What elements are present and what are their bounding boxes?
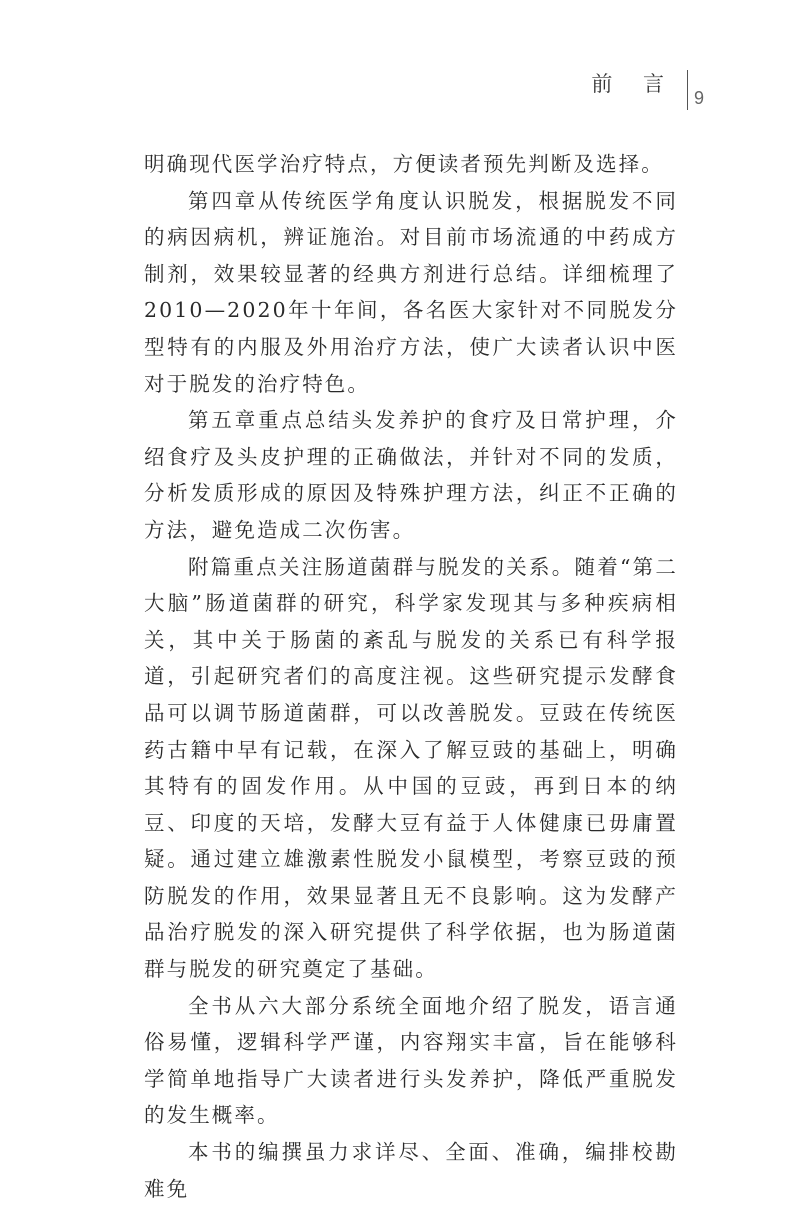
section-title: 前 言 xyxy=(591,72,676,96)
paragraph-continued: 明确现代医学治疗特点，方便读者预先判断及选择。 xyxy=(144,152,664,176)
paragraph-chapter-four: 第四章从传统医学角度认识脱发，根据脱发不同的病因病机，辨证施治。对目前市场流通的中药成方制剂，效果较显著的经典方剂进行总结。详细梳理了2010—2020年十年间，各名医大家针对不同脱发分型特有的内服及外用治疗方法，使广大读者认识中医对于脱发的治疗特色。 xyxy=(144,188,678,396)
paragraph-editorial-note: 本书的编撰虽力求详尽、全面、准确，编排校勘难免 xyxy=(144,1140,678,1201)
body-text xyxy=(144,146,678,1207)
page-number: 9 xyxy=(694,88,705,108)
paragraph-chapter-five: 第五章重点总结头发养护的食疗及日常护理，介绍食疗及头皮护理的正确做法，并针对不同的发质，分析发质形成的原因及特殊护理方法，纠正不正确的方法，避免造成二次伤害。 xyxy=(144,408,678,542)
paragraph-summary: 全书从六大部分系统全面地介绍了脱发，语言通俗易懂，逻辑科学严谨，内容翔实丰富，旨在能够科学简单地指导广大读者进行头发养护，降低严重脱发的发生概率。 xyxy=(144,993,678,1128)
header-divider xyxy=(687,70,688,110)
paragraph-appendix: 附篇重点关注肠道菌群与脱发的关系。随着“第二大脑”肠道菌群的研究，科学家发现其与多种疾病相关，其中关于肠菌的紊乱与脱发的关系已有科学报道，引起研究者们的高度注视。这些研究提示发酵食品可以调节肠道菌群，可以改善脱发。豆豉在传统医药古籍中早有记载，在深入了解豆豉的基础上，明确其特有的固发作用。从中国的豆豉，再到日本的纳豆、印度的天培，发酵大豆有益于人体健康已毋庸置疑。通过建立雄激素性脱发小鼠模型，考察豆豉的预防脱发的作用，效果显著且无不良影响。这为发酵产品治疗脱发的深入研究提供了科学依据，也为肠道菌群与脱发的研究奠定了基础。 xyxy=(144,554,678,982)
